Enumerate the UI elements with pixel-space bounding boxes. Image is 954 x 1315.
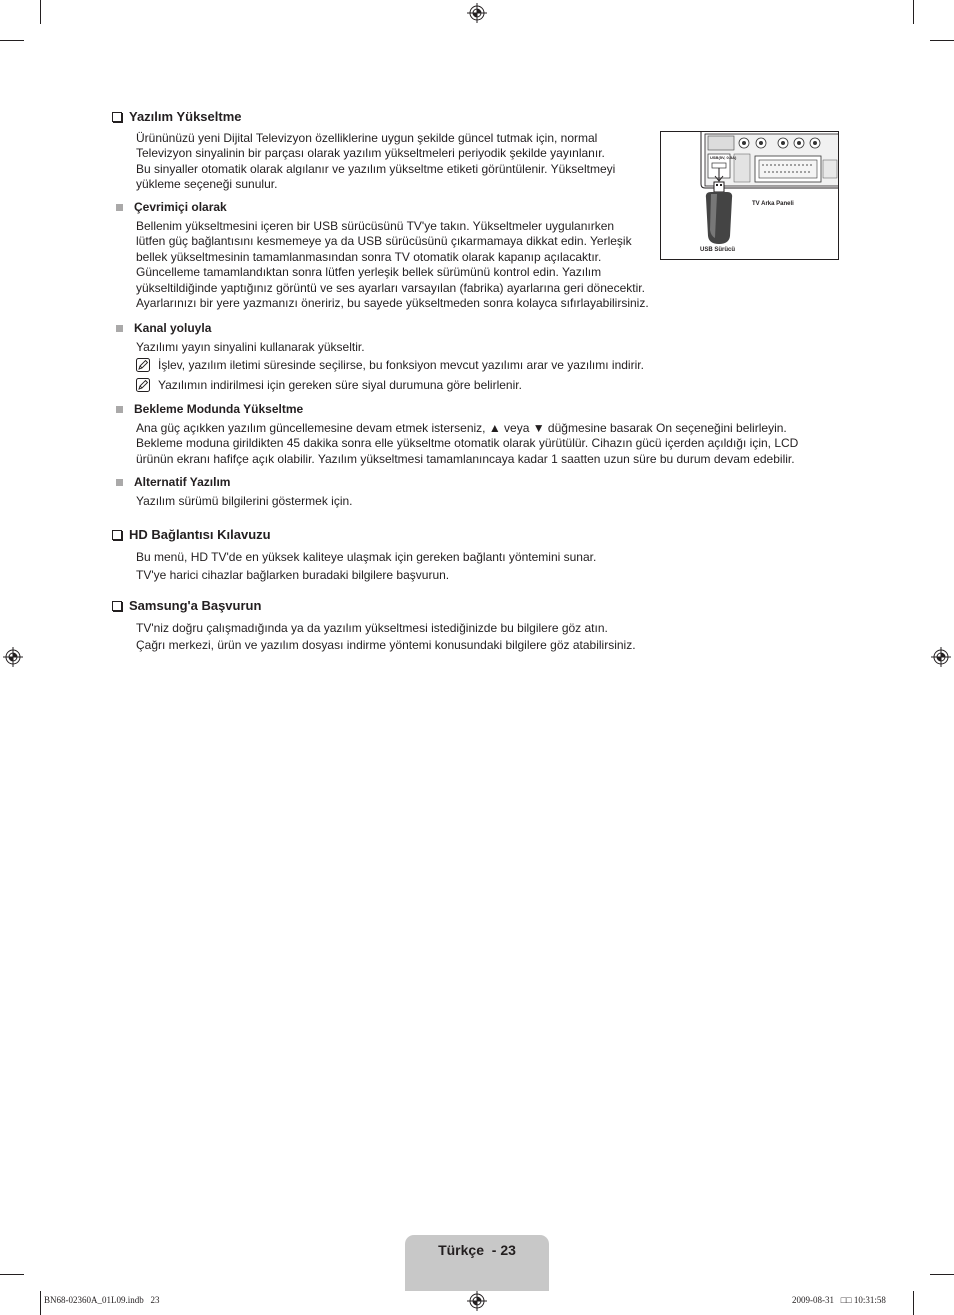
crop-mark-bottom-left xyxy=(40,1291,41,1315)
subsection-heading-alternative-software: Alternatif Yazılım xyxy=(116,475,230,489)
subsection-heading-online: Çevrimiçi olarak xyxy=(116,200,227,214)
registration-mark-icon xyxy=(467,1291,487,1311)
tv-back-panel-illustration xyxy=(661,132,839,260)
standby-upgrade-text: Ana güç açıkken yazılım güncellemesine devam etmek isterseniz, ▲ veya ▼ düğmesine basarak On seçeneğini belirleyin. Bekleme moduna girildikten 45 dakika sonra elle yükseltme otomatik olarak yürütülür. Cihazın gücü içerden açıldığı için, LCD ürünün ekranı hafifçe açık olabilir. Yazılım yükseltmesi tamamlanıncaya kadar 1 saatten uzun süre bu durum devam edebilir. xyxy=(136,421,799,466)
registration-mark-icon xyxy=(3,647,23,667)
online-upgrade-text: Bellenim yükseltmesini içeren bir USB sürücüsünü TV'ye takın. Yükseltmeler uygulanırken lütfen güç bağlantısını kesmemeye ya da USB sürücüsünü çıkarmamaya dikkat edin. Yerleşik bellek yükseltmesinin tamamlanmasından sonra TV otomatik olarak kapanıp açılacaktır. Güncelleme tamamlandıktan sonra lütfen yerleşik bellek sürümünü kontrol edin. Yazılım yükseltildiğinde yaptığınız görüntü ve ses ayarları varsayılan (fabrika) ayarlarına geri dönecektir. Ayarlarınızı bir yere yazmanızı öneririz, bu sayede yükseltmeden sonra kolayca sıfırlayabilirsiniz. xyxy=(136,219,649,311)
hd-connection-guide-text: Bu menü, HD TV'de en yüksek kaliteye ulaşmak için gereken bağlantı yöntemini sunar. TV'ye harici cihazlar bağlarken buradaki bilgilere başvurun. xyxy=(136,550,597,582)
note-pencil-icon xyxy=(136,358,150,372)
contact-samsung-text: TV'niz doğru çalışmadığında ya da yazılım yükseltmesi istediğinizde bu bilgilere göz atın. Çağrı merkezi, ürün ve yazılım dosyası indirme yöntemi konusundaki bilgilere göz atabilirsiniz. xyxy=(136,621,636,652)
subsection-heading-standby-upgrade: Bekleme Modunda Yükseltme xyxy=(116,402,303,416)
checkbox-icon xyxy=(112,112,122,122)
registration-mark-icon xyxy=(931,647,951,667)
page-number: Türkçe - 23 xyxy=(438,1242,516,1258)
crop-mark-bottom-left-h xyxy=(0,1274,24,1275)
crop-mark-top-right-h xyxy=(930,40,954,41)
gray-square-bullet-icon xyxy=(116,204,123,211)
footer-timestamp: 2009-08-31 □□ 10:31:58 xyxy=(792,1295,886,1305)
crop-mark-top-left-h xyxy=(0,40,24,41)
gray-square-bullet-icon xyxy=(116,325,123,332)
gray-square-bullet-icon xyxy=(116,479,123,486)
crop-mark-bottom-right xyxy=(913,1291,914,1315)
checkbox-icon xyxy=(112,530,122,540)
note-item: İşlev, yazılım iletimi süresinde seçilirse, bu fonksiyon mevcut yazılımı arar ve yazılımı indirir. xyxy=(136,358,644,372)
registration-mark-icon xyxy=(467,3,487,23)
note-pencil-icon xyxy=(136,378,150,392)
usb-connection-figure xyxy=(660,131,839,260)
alternative-software-text: Yazılım sürümü bilgilerini göstermek için. xyxy=(136,494,353,508)
subsection-heading-by-channel: Kanal yoluyla xyxy=(116,321,211,335)
section-heading-software-upgrade: Yazılım Yükseltme xyxy=(112,109,242,124)
crop-mark-top-right xyxy=(913,0,914,24)
section-heading-hd-connection-guide: HD Bağlantısı Kılavuzu xyxy=(112,527,271,542)
crop-mark-bottom-right-h xyxy=(930,1274,954,1275)
checkbox-icon xyxy=(112,601,122,611)
crop-mark-top-left xyxy=(40,0,41,24)
tv-back-panel-label: TV Arka Paneli xyxy=(752,201,794,207)
usb-drive-label: USB Sürücü xyxy=(700,247,736,253)
section-heading-contact-samsung: Samsung'a Başvurun xyxy=(112,598,261,613)
note-item: Yazılımın indirilmesi için gereken süre siyal durumuna göre belirlenir. xyxy=(136,378,522,392)
usb-port-label: USB(5V, 0.5A) xyxy=(710,155,737,160)
gray-square-bullet-icon xyxy=(116,406,123,413)
software-upgrade-intro: Ürününüzü yeni Dijital Televizyon özelliklerine uygun şekilde güncel tutmak için, normal Televizyon sinyalinin bir parçası olarak yazılım yükseltmeleri periyodik şekilde yayınlanır. Bu sinyaller otomatik olarak algılanır ve yazılım yükseltme etiketi görüntülenir. Yükseltmeyi yükleme seçeneği sunulur. xyxy=(136,131,616,192)
footer-file-name: BN68-02360A_01L09.indb 23 xyxy=(44,1295,160,1305)
page-number-tab xyxy=(405,1235,549,1291)
by-channel-text: Yazılımı yayın sinyalini kullanarak yükseltir. xyxy=(136,340,365,354)
